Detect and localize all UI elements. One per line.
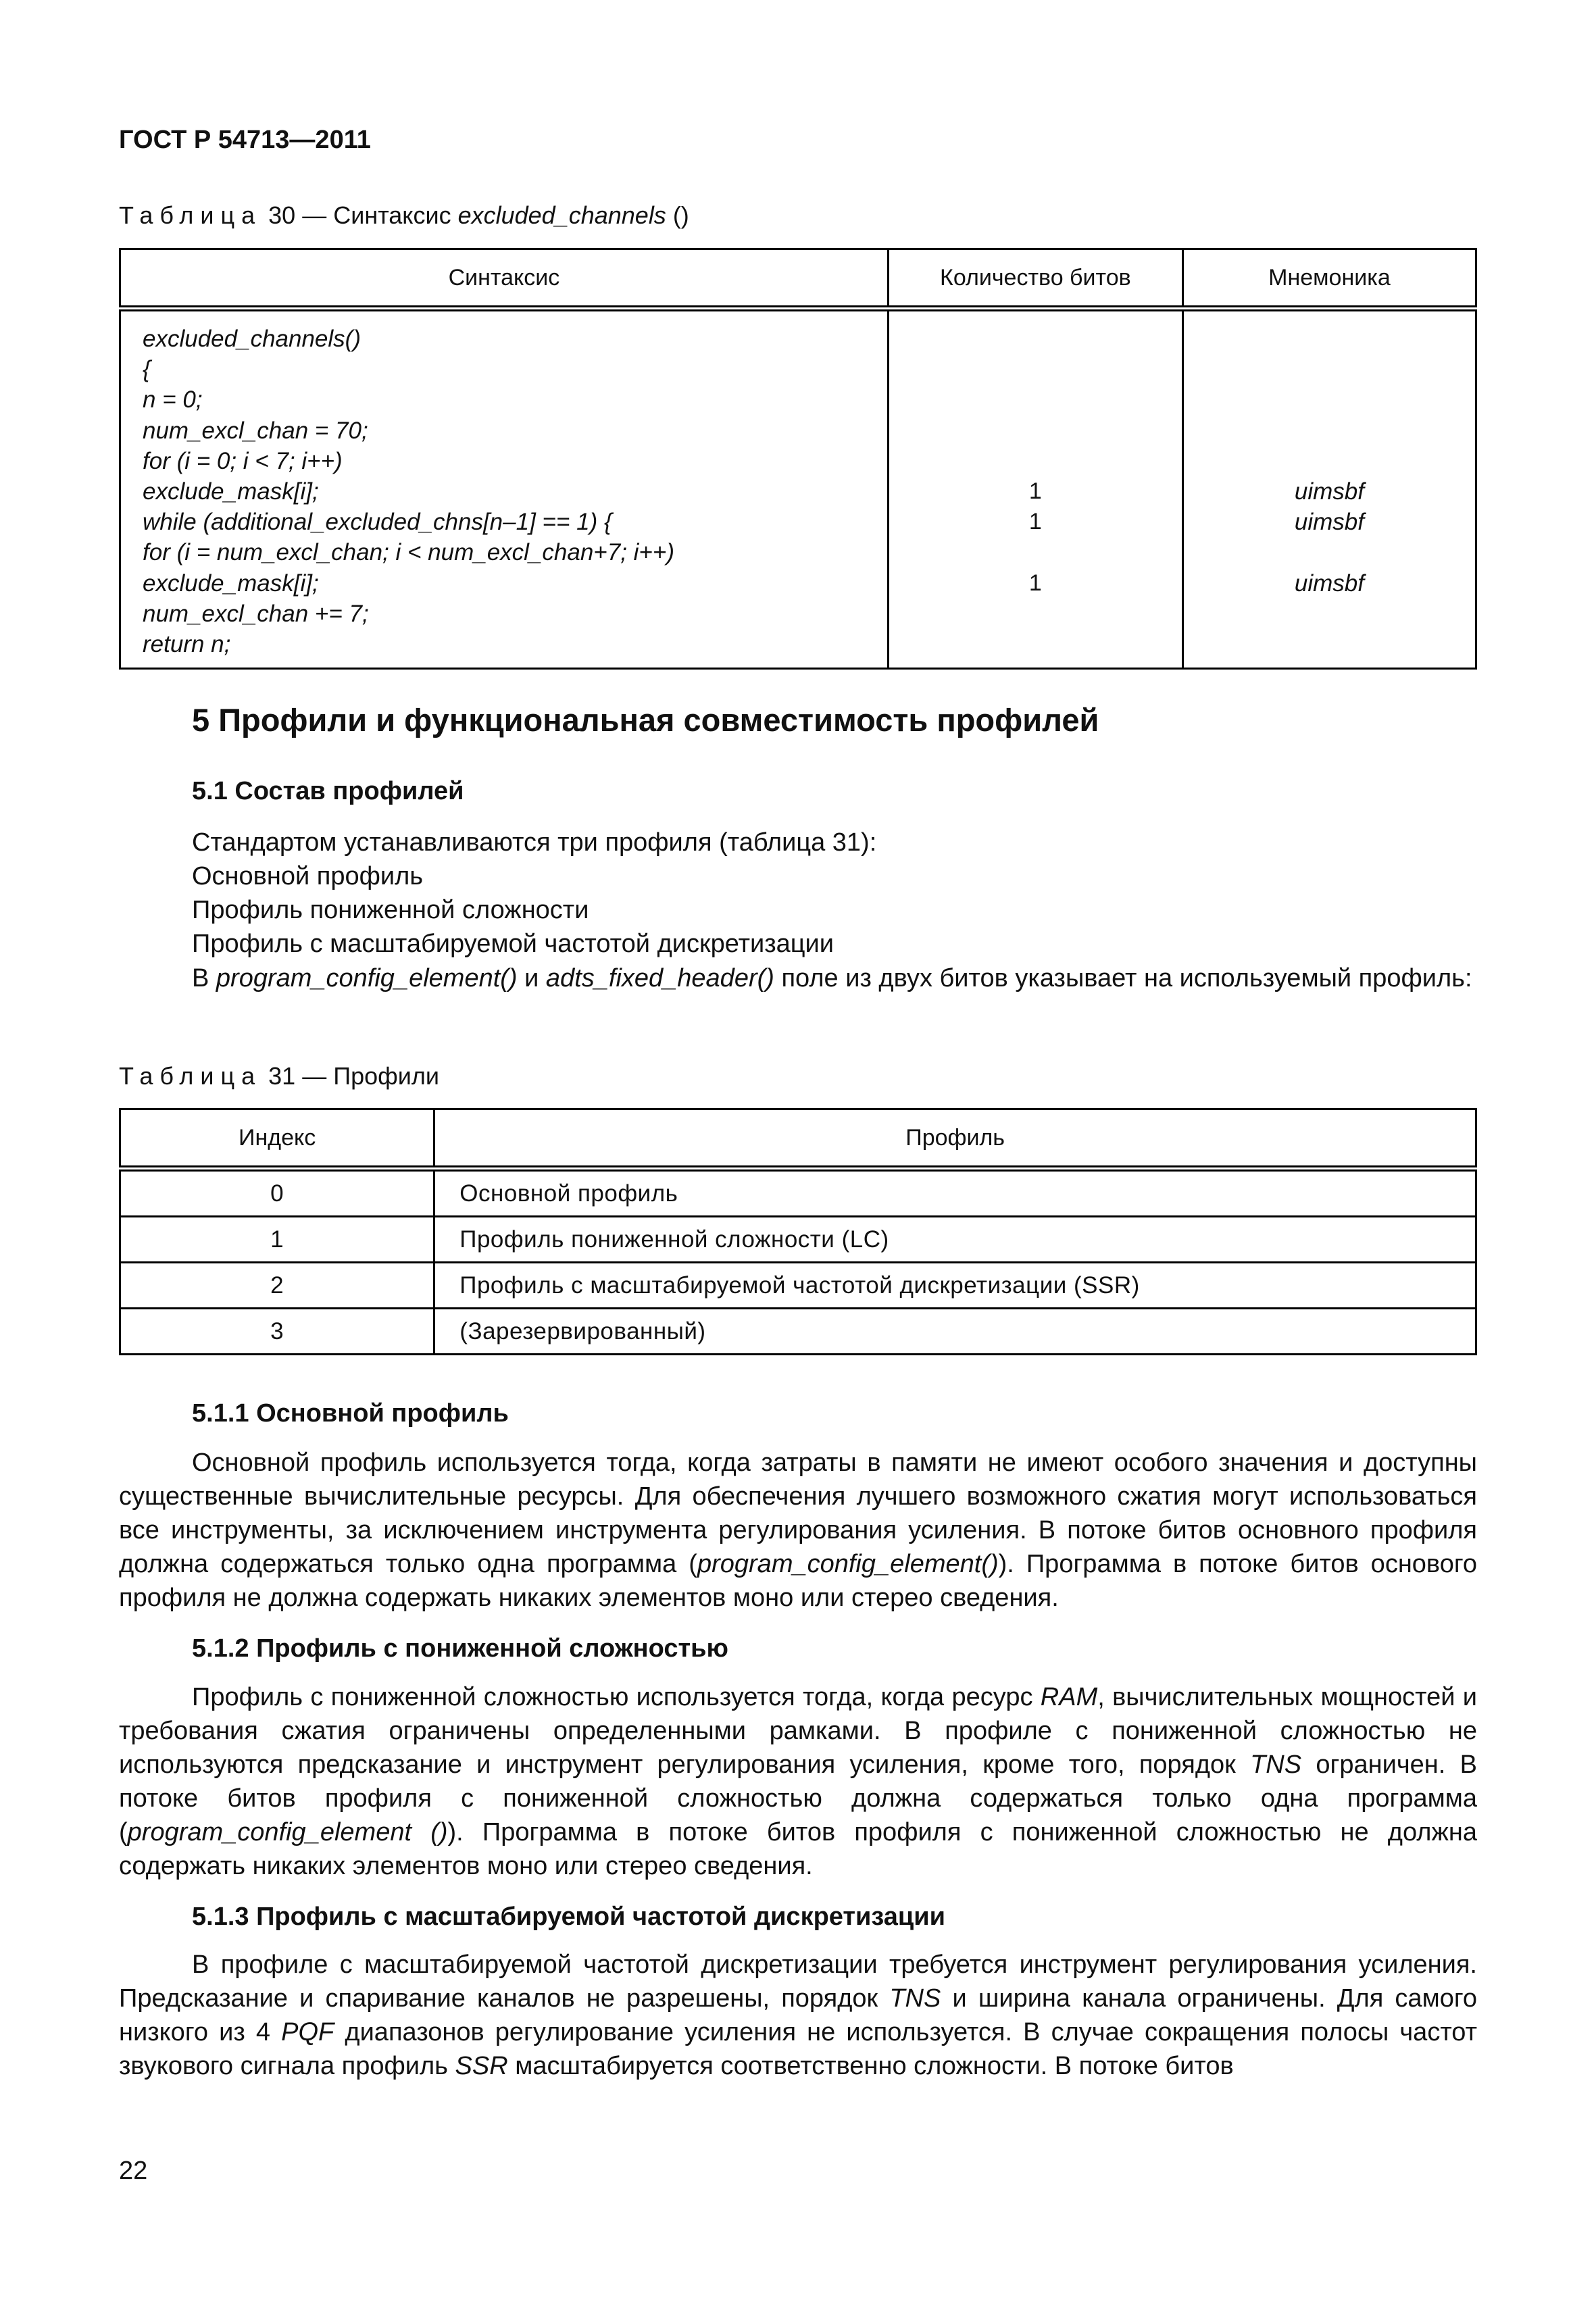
code-ref: SSR <box>455 2052 508 2080</box>
syntax-line: excluded_channels() <box>143 326 361 352</box>
mnemonic-value <box>1184 599 1475 629</box>
table-row <box>120 1309 1476 1355</box>
bits-cell <box>888 309 1182 669</box>
syntax-cell <box>120 309 889 669</box>
code-ref: adts_fixed_header() <box>545 964 774 992</box>
table-row <box>120 1217 1476 1263</box>
column-header-profile: Профиль <box>434 1109 1476 1169</box>
column-header-mnemonic: Мнемоника <box>1182 249 1476 309</box>
syntax-line: return n; <box>143 630 231 657</box>
bits-value: 1 <box>1028 509 1042 535</box>
bits-value: 1 <box>1028 478 1042 504</box>
column-header-bits: Количество битов <box>888 249 1182 309</box>
table-30-caption-word: Таблица <box>119 201 262 229</box>
lc-profile-paragraph: Профиль с пониженной сложностью используется тогда, когда ресурс RAM, вычислительных мощностей и требования сжатия ограничены определенными рамками. В профиле с пониженной сложностью не используются предсказание и инструмент регулирования усиления, кроме того, порядок TNS ограничен. В потоке битов профиля с пониженной сложностью должна содержаться только одна программа (program_config_element ()). Программа в потоке битов профиля с пониженной сложностью не должна содержать никаких элементов моно или стерео сведения. <box>119 1683 1477 1880</box>
mnemonic-value <box>1184 537 1475 568</box>
section-5-heading: 5 Профили и функциональная совместимость профилей <box>192 702 1099 738</box>
syntax-line: exclude_mask[i]; <box>143 478 319 505</box>
mnemonic-value: uimsbf <box>1294 570 1364 597</box>
section-5-1-2-heading: 5.1.2 Профиль с пониженной сложностью <box>192 1634 728 1663</box>
profile-cell: Основной профиль <box>434 1169 1476 1217</box>
syntax-line: num_excl_chan = 70; <box>143 417 368 444</box>
syntax-line: exclude_mask[i]; <box>143 570 319 597</box>
code-ref: program_config_element() <box>216 964 518 992</box>
bits-value <box>889 416 1182 446</box>
table-30-caption: Таблица 30 — Синтаксис excluded_channels () <box>119 201 689 229</box>
table-31 <box>119 1108 1477 1355</box>
profile-cell: Профиль с масштабируемой частотой дискретизации (SSR) <box>434 1263 1476 1309</box>
syntax-line: { <box>143 356 151 383</box>
syntax-line: for (i = num_excl_chan; i < num_excl_chan+7; i++) <box>143 539 674 566</box>
bits-value <box>889 629 1182 659</box>
table-30-header-row <box>120 249 1476 309</box>
mnemonic-value <box>1184 416 1475 446</box>
mnemonic-value <box>1184 384 1475 415</box>
table-31-header-row <box>120 1109 1476 1169</box>
bits-value <box>889 446 1182 476</box>
mnemonic-value <box>1184 324 1475 354</box>
bits-value: 1 <box>1028 570 1042 596</box>
column-header-syntax: Синтаксис <box>120 249 889 309</box>
bits-value <box>889 324 1182 354</box>
code-ref: PQF <box>281 2018 334 2046</box>
mnemonic-value <box>1184 354 1475 384</box>
syntax-line: n = 0; <box>143 386 203 413</box>
mnemonic-value: uimsbf <box>1294 478 1364 505</box>
section-5-1-3-heading: 5.1.3 Профиль с масштабируемой частотой дискретизации <box>192 1903 946 1931</box>
bits-value <box>889 599 1182 629</box>
profile-cell: Профиль пониженной сложности (LC) <box>434 1217 1476 1263</box>
document-header: ГОСТ Р 54713—2011 <box>119 126 371 154</box>
profile-list-item: Основной профиль <box>192 862 424 890</box>
profile-bits-paragraph: В program_config_element() и adts_fixed_header() поле из двух битов указывает на используемый профиль: <box>192 964 1472 992</box>
syntax-line: num_excl_chan += 7; <box>143 600 369 627</box>
index-cell: 2 <box>120 1263 434 1309</box>
code-ref: program_config_element() <box>697 1550 999 1578</box>
code-ref: RAM <box>1040 1683 1098 1711</box>
syntax-line: for (i = 0; i < 7; i++) <box>143 447 343 474</box>
ssr-profile-paragraph: В профиле с масштабируемой частотой дискретизации требуется инструмент регулирования усиления. Предсказание и спаривание каналов не разрешены, порядок TNS и ширина канала ограничены. Для самого низкого из 4 PQF диапазонов регулирование усиления не используется. В случае сокращения полосы частот звукового сигнала профиль SSR масштабируется соответственно сложности. В потоке битов <box>119 1951 1477 2080</box>
table-31-caption-word: Таблица <box>119 1062 262 1090</box>
table-row <box>120 1263 1476 1309</box>
syntax-line: while (additional_excluded_chns[n–1] == 1) { <box>143 509 612 536</box>
code-ref: program_config_element () <box>127 1818 448 1846</box>
bits-value <box>889 354 1182 384</box>
table-row <box>120 1169 1476 1217</box>
main-profile-paragraph: Основной профиль используется тогда, когда затраты в памяти не имеют особого значения и доступны существенные вычислительные ресурсы. Для обеспечения лучшего возможного сжатия могут использоваться все инструменты, за исключением инструмента регулирования усиления. В потоке битов основного профиля должна содержаться только одна программа (program_config_element()). Программа в потоке битов основого профиля не должна содержать никаких элементов моно или стерео сведения. <box>119 1449 1477 1612</box>
column-header-index: Индекс <box>120 1109 434 1169</box>
table-30-caption-func: excluded_channels <box>457 201 666 229</box>
index-cell: 3 <box>120 1309 434 1355</box>
section-5-1-heading: 5.1 Состав профилей <box>192 777 464 805</box>
profiles-intro-line: Стандартом устанавливаются три профиля (таблица 31): <box>192 828 877 857</box>
table-30-body-row <box>120 309 1476 669</box>
profile-list-item: Профиль с масштабируемой частотой дискретизации <box>192 930 834 958</box>
code-ref: TNS <box>889 1984 941 2013</box>
page-number: 22 <box>119 2157 148 2185</box>
bits-value <box>889 384 1182 415</box>
table-31-caption: Таблица 31 — Профили <box>119 1062 439 1090</box>
index-cell: 0 <box>120 1169 434 1217</box>
profile-cell: (Зарезервированный) <box>434 1309 1476 1355</box>
section-5-1-1-heading: 5.1.1 Основной профиль <box>192 1399 509 1428</box>
mnemonic-value: uimsbf <box>1294 509 1364 536</box>
mnemonic-value <box>1184 629 1475 659</box>
table-30 <box>119 248 1477 670</box>
mnemonic-cell <box>1182 309 1476 669</box>
code-ref: TNS <box>1250 1751 1302 1779</box>
index-cell: 1 <box>120 1217 434 1263</box>
bits-value <box>889 537 1182 568</box>
profile-list-item: Профиль пониженной сложности <box>192 896 589 924</box>
mnemonic-value <box>1184 446 1475 476</box>
